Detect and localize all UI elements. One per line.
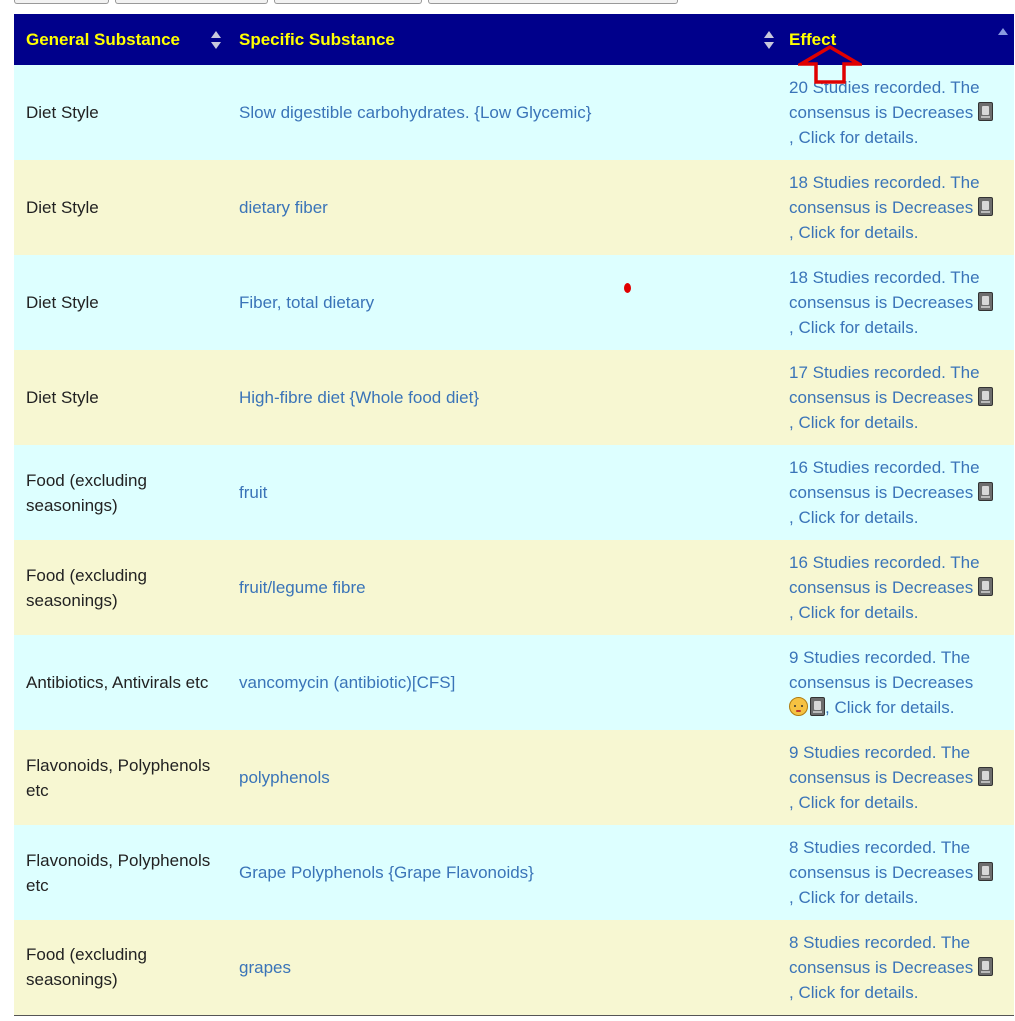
effect-summary-text: 20 Studies recorded. The consensus is Decreases [789,78,980,122]
click-for-details-text: , Click for details. [789,508,919,527]
effect-cell [780,730,1014,825]
book-icon [978,482,993,501]
specific-substance-cell [227,825,780,920]
general-substance-cell: Flavonoids, Polyphenols etc [26,850,211,895]
effect-summary-text: 18 Studies recorded. The consensus is Decreases [789,268,980,312]
specific-substance-link[interactable]: polyphenols [239,768,330,787]
book-icon [978,197,993,216]
red-up-arrow-annotation-icon [798,45,862,85]
table-row [14,445,1014,540]
specific-substance-link[interactable]: Grape Polyphenols {Grape Flavonoids} [239,863,534,882]
effect-summary-text: 16 Studies recorded. The consensus is Decreases [789,458,980,502]
effect-details-link[interactable] [789,553,993,622]
specific-substance-cell [227,65,780,160]
book-icon [810,697,825,716]
specific-substance-link[interactable]: grapes [239,957,291,977]
effect-cell [780,635,1014,730]
effect-details-link[interactable] [789,648,973,717]
table-row [14,730,1014,825]
effect-cell [780,255,1014,350]
table-row [14,920,1014,1015]
effect-details-link[interactable] [789,363,993,432]
effect-summary-text: 17 Studies recorded. The consensus is Decreases [789,363,980,407]
specific-substance-cell [227,160,780,255]
effect-summary-text: 18 Studies recorded. The consensus is Decreases [789,173,980,217]
effect-summary-text: 8 Studies recorded. The consensus is Decreases [789,838,974,882]
general-substance-cell: Diet Style [26,293,99,312]
click-for-details-text: , Click for details. [789,793,919,812]
specific-substance-link[interactable]: Slow digestible carbohydrates. {Low Glycemic} [239,103,592,122]
specific-substance-cell [227,635,780,730]
effect-cell [780,540,1014,635]
table-header-row [14,14,1014,65]
click-for-details-text: , Click for details. [789,128,919,147]
top-button-3[interactable] [274,0,422,4]
general-substance-cell: Food (excluding seasonings) [26,565,147,610]
column-header-specific-substance[interactable] [227,14,780,65]
red-dot-annotation [624,283,631,293]
click-for-details-text: , Click for details. [789,318,919,337]
general-substance-cell: Diet Style [26,388,99,407]
table-row [14,540,1014,635]
effect-summary-text: 8 Studies recorded. The consensus is Decreases [789,932,974,977]
click-for-details-text: , Click for details. [789,413,919,432]
general-substance-cell: Flavonoids, Polyphenols etc [26,755,211,800]
specific-substance-cell [227,255,780,350]
book-icon [978,292,993,311]
click-for-details-text: , Click for details. [789,603,919,622]
table-row [14,350,1014,445]
click-for-details-text: , Click for details. [789,223,919,242]
specific-substance-link[interactable]: High-fibre diet {Whole food diet} [239,388,480,407]
table-row [14,635,1014,730]
specific-substance-cell [227,445,780,540]
specific-substance-cell [227,540,780,635]
effect-cell [780,350,1014,445]
effect-details-link[interactable] [789,458,993,527]
effect-cell [780,825,1014,920]
sort-ascending-icon [998,28,1008,36]
book-icon [978,387,993,406]
table-row [14,160,1014,255]
book-icon [978,957,993,976]
effect-cell [780,160,1014,255]
general-substance-cell: Diet Style [26,103,99,122]
effect-summary-text: 9 Studies recorded. The consensus is Decreases [789,743,974,787]
effect-summary-text: 9 Studies recorded. The consensus is Decreases [789,648,974,692]
specific-substance-link[interactable]: Fiber, total dietary [239,293,375,312]
specific-substance-link[interactable]: fruit/legume fibre [239,578,366,597]
effect-cell [780,445,1014,540]
effect-details-link[interactable] [789,268,993,337]
effect-details-link[interactable] [789,838,993,907]
general-substance-cell: Food (excluding seasonings) [26,470,147,515]
top-button-bar [0,0,1015,6]
specific-substance-cell [227,920,780,1015]
click-for-details-text: , Click for details. [825,698,955,717]
substance-effect-table [14,14,1014,1016]
specific-substance-link[interactable]: fruit [239,483,268,502]
effect-details-link[interactable] [789,173,993,242]
general-substance-cell: Antibiotics, Antivirals etc [26,673,209,692]
column-header-label: General Substance [26,29,181,49]
effect-details-link[interactable] [789,933,993,1002]
top-button-2[interactable] [115,0,268,4]
effect-details-link[interactable] [789,78,993,147]
table-row [14,65,1014,160]
effect-summary-text: 16 Studies recorded. The consensus is Decreases [789,553,980,597]
specific-substance-link[interactable]: vancomycin (antibiotic)[CFS] [239,673,456,692]
book-icon [978,767,993,786]
child-icon [789,697,808,716]
top-button-4[interactable] [428,0,678,4]
specific-substance-link[interactable]: dietary fiber [239,198,328,217]
click-for-details-text: , Click for details. [789,888,919,907]
column-header-general-substance[interactable] [14,14,227,65]
sort-both-icon [211,31,221,49]
book-icon [978,102,993,121]
table-row [14,825,1014,920]
effect-details-link[interactable] [789,743,993,812]
book-icon [978,577,993,596]
specific-substance-cell [227,350,780,445]
column-header-label: Specific Substance [239,29,395,49]
click-for-details-text: , Click for details. [789,982,919,1002]
general-substance-cell: Diet Style [26,198,99,217]
general-substance-cell: Food (excluding seasonings) [26,945,147,990]
table-row [14,255,1014,350]
book-icon [978,862,993,881]
column-header-label: Effect [789,29,837,49]
top-button-1[interactable] [14,0,109,4]
effect-cell [780,920,1014,1015]
sort-both-icon [764,31,774,49]
specific-substance-cell [227,730,780,825]
